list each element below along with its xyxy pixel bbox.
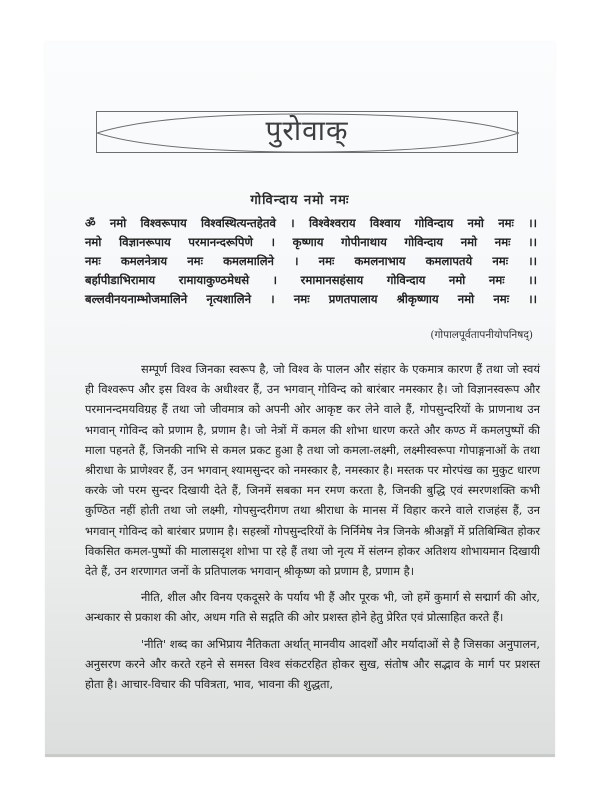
verse-line: ॐ नमो विश्वरूपाय विश्वस्थित्यन्तहेतवे । विश्वेश्वराय विश्वाय गोविन्दाय नमो नमः ।। xyxy=(85,216,537,230)
verse-line: बल्लवीनयनाम्भोजमालिने नृत्यशालिने । नमः प्रणतपालाय श्रीकृष्णाय नमो नमः ।। xyxy=(85,292,537,306)
verse-line: नमः कमलनेत्राय नमः कमलमालिने । नमः कमलनाभाय कमलापतये नमः ।। xyxy=(85,254,537,268)
paragraph: नीति, शील और विनय एकदूसरे के पर्याय भी हैं और पूरक भी, जो हमें कुमार्ग से सद्मार्ग की ओर, अन्धकार से प्रकाश की ओर, अधम गति से सद्गति की ओर प्रशस्त होने हेतु प्रेरित एवं प्रोत्साहित करते हैं। xyxy=(85,590,540,625)
verse-line: बर्हापीडाभिरामाय रामायाकुण्ठमेधसे । रमामानसहंसाय गोविन्दाय नमो नमः ।। xyxy=(85,273,537,287)
paragraph: सम्पूर्ण विश्व जिनका स्वरूप है, जो विश्व के पालन और संहार के एकमात्र कारण हैं तथा जो स्वयं ही विश्वरूप और इस विश्व के अधीश्वर हैं, उन भगवान् गोविन्द को बारंबार नमस्कार है। जो विज्ञानस्वरूप और परमानन्दमयविग्रह हैं तथा जो जीवमात्र को अपनी ओर आकृष्ट कर लेने वाले हैं, गोपसुन्दरियों के प्राणनाथ उन भगवान् गोविन्द को प्रणाम है, प्रणाम है। जो नेत्रों में कमल की शोभा धारण करते और कण्ठ में कमलपुष्पों की माला पहनते हैं, जिनकी नाभि से कमल प्रकट हुआ है तथा जो कमला-लक्ष्मी, लक्ष्मीस्वरूपा गोपाङ्गनाओं के तथा श्रीराधा के प्राणेश्वर हैं, उन भगवान् श्यामसुन्दर को नमस्कार है, नमस्कार है। मस्तक पर मोरपंख का मुकुट धारण करके जो परम सुन्दर दिखायी देते हैं, जिनमें सबका मन रमण करता है, जिनकी बुद्धि एवं स्मरणशक्ति कभी कुण्ठित नहीं होती तथा जो लक्ष्मी, गोपसुन्दरीगण तथा श्रीराधा के मानस में विहार करने वाले राजहंस हैं, उन भगवान् गोविन्द को बारंबार प्रणाम है। सहस्त्रों गोपसुन्दरियों के निर्निमेष नेत्र जिनके श्रीअङ्गों में प्रतिबिम्बित होकर विकसित कमल-पुष्पों की मालासदृश शोभा पा रहे हैं तथा जो नृत्य में संलग्न होकर अतिशय शोभायमान दिखायी देते हैं, उन शरणागत जनों के प्रतिपालक भगवान् श्रीकृष्ण को प्रणाम है, प्रणाम है। xyxy=(85,362,540,579)
book-page xyxy=(45,42,555,757)
paragraph: 'नीति' शब्द का अभिप्राय नैतिकता अर्थात् मानवीय आदर्शों और मर्यादाओं से है जिसका अनुपालन, अनुसरण करने और करते रहने से समस्त विश्व संकटरहित होकर सुख, संतोष और सद्भाव के मार्ग पर प्रशस्त होता है। आचार-विचार की पवित्रता, भाव, भावना की शुद्धता, xyxy=(85,636,540,692)
title-frame xyxy=(96,111,518,153)
section-heading: गोविन्दाय नमो नमः xyxy=(250,193,350,208)
verse-attribution: (गोपालपूर्वतापनीयोपनिषद्) xyxy=(430,329,533,341)
body-text xyxy=(85,359,540,700)
page-title: पुरोवाक् xyxy=(265,114,349,147)
verse-line: नमो विज्ञानरूपाय परमानन्दरूपिणे । कृष्णाय गोपीनाथाय गोविन्दाय नमो नमः ।। xyxy=(85,235,537,249)
verse-block xyxy=(85,214,537,309)
